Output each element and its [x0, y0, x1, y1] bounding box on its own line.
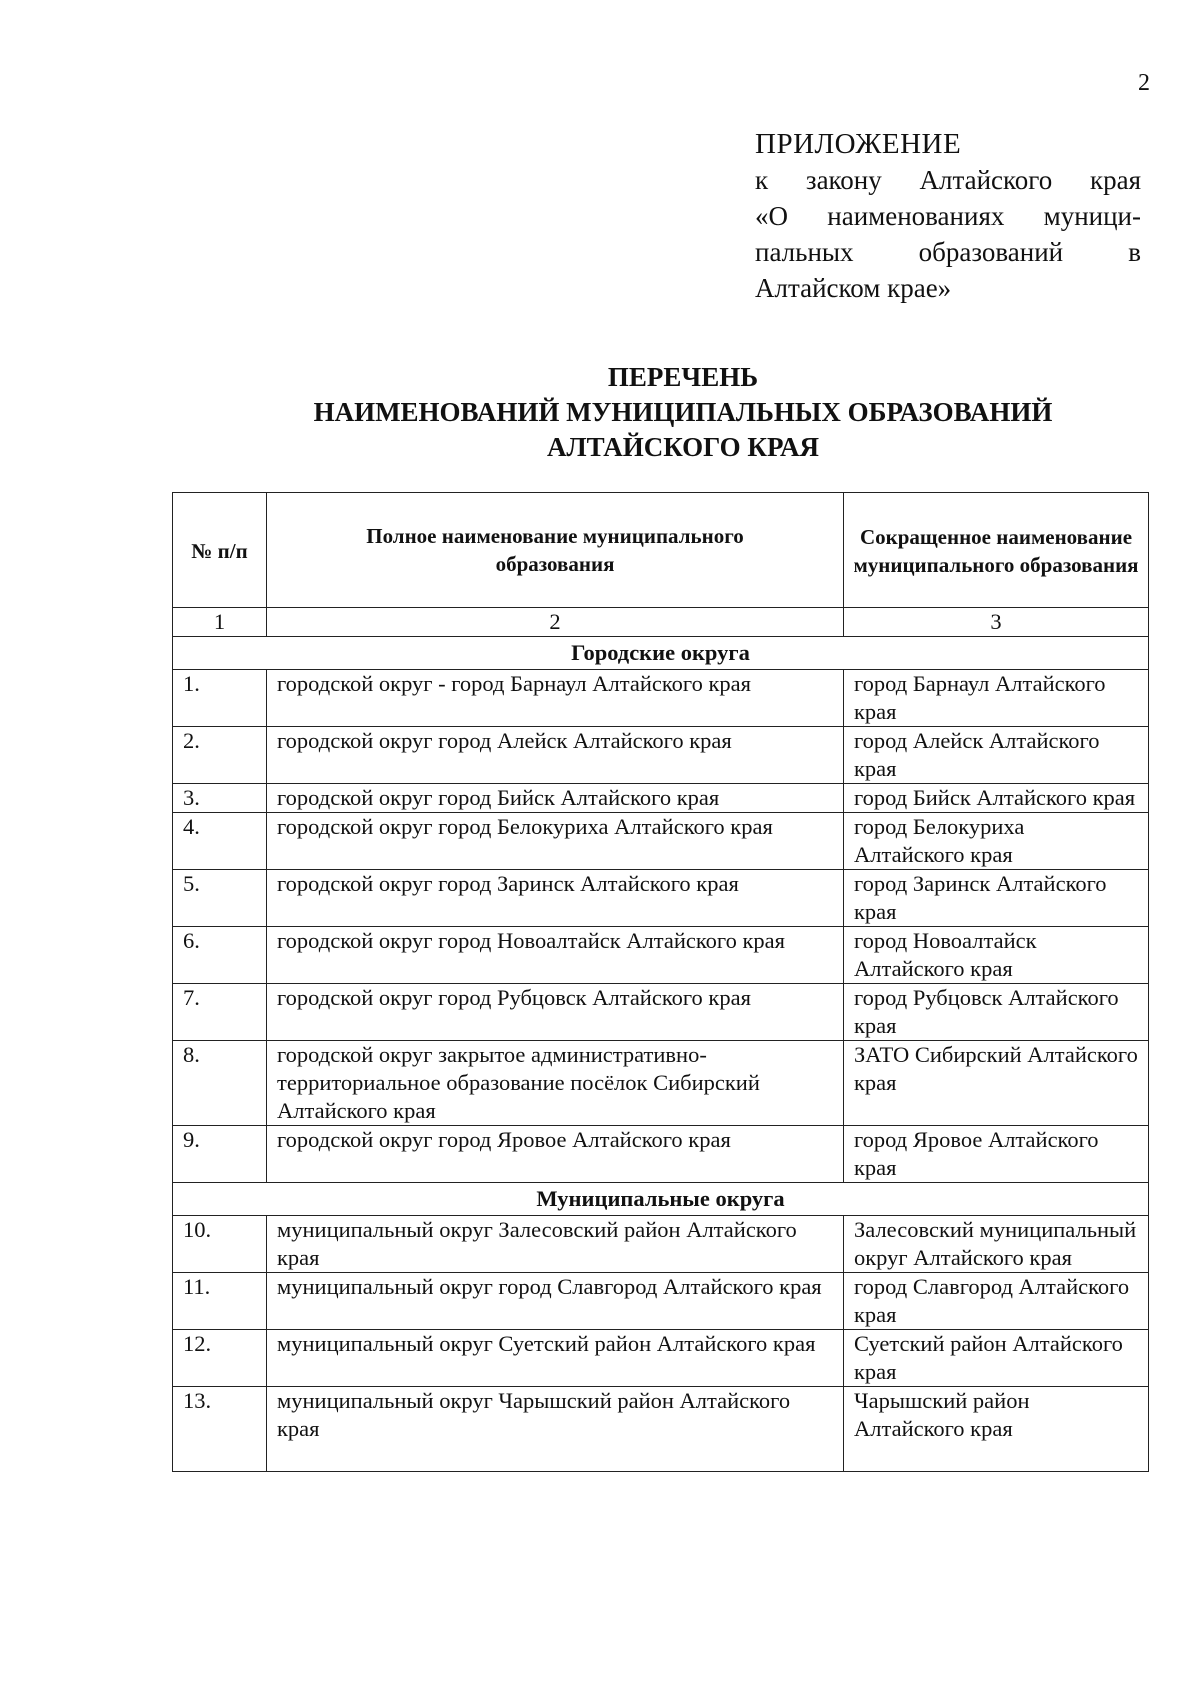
table-row	[173, 1387, 1149, 1472]
table-row	[173, 727, 1149, 784]
full-name-cell: городской округ город Алейск Алтайского края	[267, 727, 844, 784]
table-row	[173, 813, 1149, 870]
full-name-cell: городской округ город Новоалтайск Алтайского края	[267, 927, 844, 984]
row-number: 10.	[173, 1216, 267, 1273]
short-name-cell: город Бийск Алтайского края	[844, 784, 1149, 813]
table-body	[173, 608, 1149, 1472]
short-name-cell: город Алейск Алтайского края	[844, 727, 1149, 784]
row-number: 1.	[173, 670, 267, 727]
table-row	[173, 1273, 1149, 1330]
short-name-cell: город Рубцовск Алтайского края	[844, 984, 1149, 1041]
full-name-cell: муниципальный округ Суетский район Алтайского края	[267, 1330, 844, 1387]
short-name-cell: город Заринск Алтайского края	[844, 870, 1149, 927]
document-title-line: НАИМЕНОВАНИЙ МУНИЦИПАЛЬНЫХ ОБРАЗОВАНИЙ	[313, 397, 1053, 427]
document-title-line: АЛТАЙСКОГО КРАЯ	[546, 432, 820, 462]
row-number: 11.	[173, 1273, 267, 1330]
appendix-block	[755, 126, 1141, 306]
row-number: 9.	[173, 1126, 267, 1183]
row-number: 4.	[173, 813, 267, 870]
short-name-cell: город Славгород Алтайского края	[844, 1273, 1149, 1330]
row-number: 13.	[173, 1387, 267, 1472]
row-number: 7.	[173, 984, 267, 1041]
column-number: 1	[173, 608, 267, 637]
table-row	[173, 1041, 1149, 1126]
appendix-line: «О наименованиях муници-	[755, 201, 1141, 231]
table-row	[173, 870, 1149, 927]
section-header-row	[173, 637, 1149, 670]
appendix-line: пальных образований в	[755, 237, 1141, 267]
municipalities-table	[172, 492, 1149, 1472]
header-full-name: Полное наименование муниципального образования	[267, 493, 844, 608]
page-number: 2	[1138, 70, 1150, 96]
short-name-cell: город Яровое Алтайского края	[844, 1126, 1149, 1183]
full-name-cell: муниципальный округ Чарышский район Алтайского края	[267, 1387, 844, 1472]
full-name-cell: городской округ город Бийск Алтайского края	[267, 784, 844, 813]
full-name-cell: городской округ город Белокуриха Алтайского края	[267, 813, 844, 870]
section-title: Муниципальные округа	[173, 1183, 1149, 1216]
row-number: 8.	[173, 1041, 267, 1126]
section-header-row	[173, 1183, 1149, 1216]
column-number-row	[173, 608, 1149, 637]
full-name-cell: городской округ город Яровое Алтайского края	[267, 1126, 844, 1183]
table-row	[173, 984, 1149, 1041]
table-row	[173, 670, 1149, 727]
appendix-line: к закону Алтайского края	[755, 165, 1141, 195]
short-name-cell: город Белокуриха Алтайского края	[844, 813, 1149, 870]
document-title-line: ПЕРЕЧЕНЬ	[607, 362, 759, 392]
table-row	[173, 1126, 1149, 1183]
table-header-row	[173, 493, 1149, 608]
section-title: Городские округа	[173, 637, 1149, 670]
full-name-cell: городской округ город Заринск Алтайского края	[267, 870, 844, 927]
document-title	[170, 360, 1196, 465]
appendix-line: Алтайском крае»	[755, 273, 952, 303]
header-short-name: Сокращенное наименование муниципального образования	[844, 493, 1149, 608]
column-number: 2	[267, 608, 844, 637]
table-row	[173, 1330, 1149, 1387]
short-name-cell: город Барнаул Алтайского края	[844, 670, 1149, 727]
short-name-cell: Суетский район Алтайского края	[844, 1330, 1149, 1387]
row-number: 5.	[173, 870, 267, 927]
short-name-cell: Чарышский район Алтайского края	[844, 1387, 1149, 1472]
row-number: 3.	[173, 784, 267, 813]
table-row	[173, 784, 1149, 813]
header-number: № п/п	[173, 493, 267, 608]
full-name-cell: муниципальный округ Залесовский район Алтайского края	[267, 1216, 844, 1273]
full-name-cell: муниципальный округ город Славгород Алтайского края	[267, 1273, 844, 1330]
row-number: 2.	[173, 727, 267, 784]
table-row	[173, 1216, 1149, 1273]
row-number: 12.	[173, 1330, 267, 1387]
full-name-cell: городской округ - город Барнаул Алтайского края	[267, 670, 844, 727]
table-row	[173, 927, 1149, 984]
short-name-cell: ЗАТО Сибирский Алтайского края	[844, 1041, 1149, 1126]
short-name-cell: Залесовский муниципальный округ Алтайского края	[844, 1216, 1149, 1273]
appendix-title: ПРИЛОЖЕНИЕ	[755, 128, 962, 160]
column-number: 3	[844, 608, 1149, 637]
full-name-cell: городской округ закрытое административно-территориальное образование посёлок Сибирский Алтайского края	[267, 1041, 844, 1126]
short-name-cell: город Новоалтайск Алтайского края	[844, 927, 1149, 984]
full-name-cell: городской округ город Рубцовск Алтайского края	[267, 984, 844, 1041]
row-number: 6.	[173, 927, 267, 984]
